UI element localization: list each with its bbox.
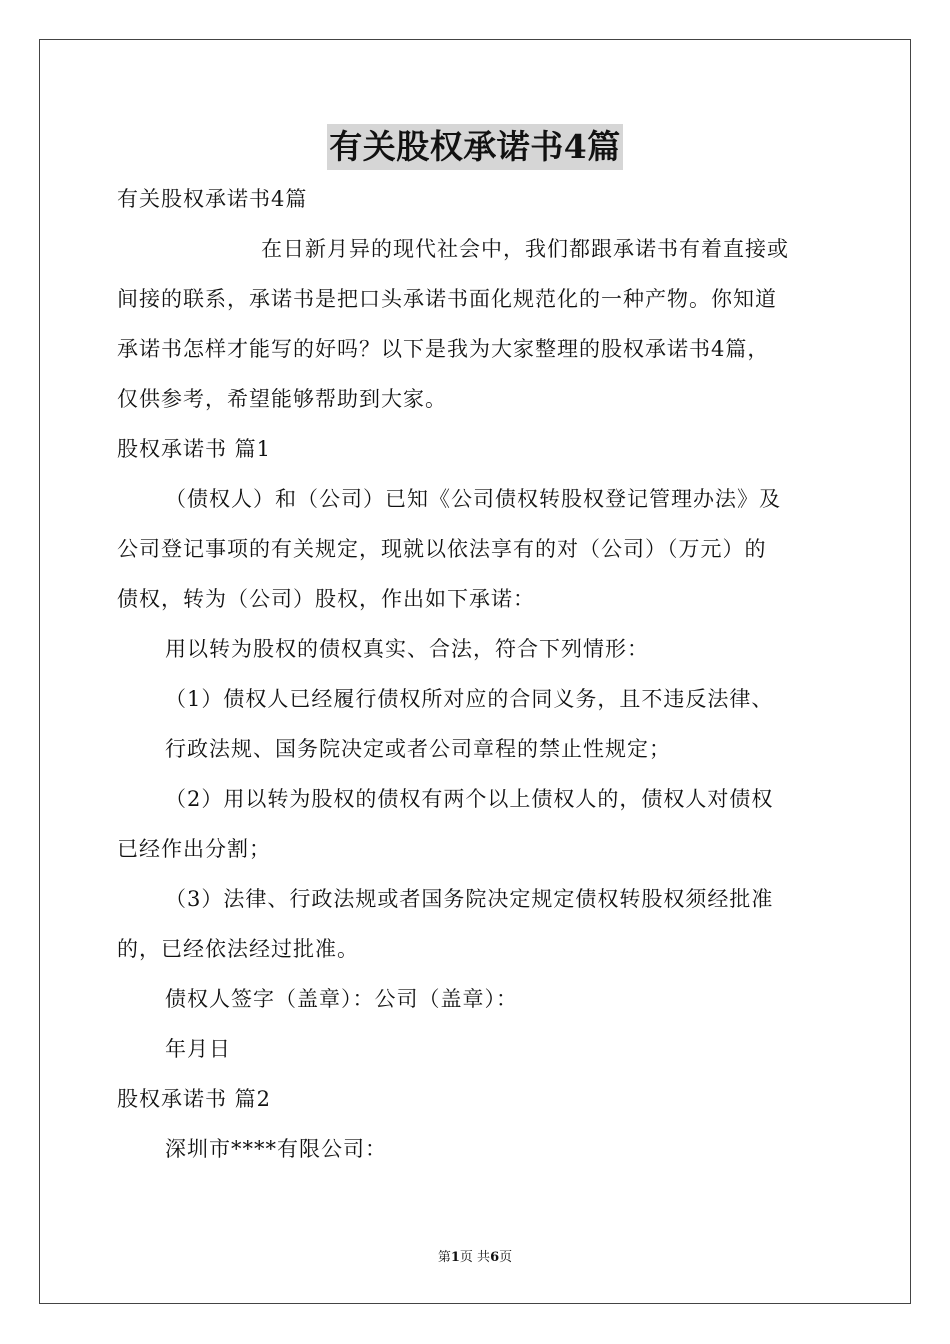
page-border — [39, 39, 911, 1304]
document-title: 有关股权承诺书4篇 — [327, 124, 622, 170]
intro-line-2: 间接的联系，承诺书是把口头承诺书面化规范化的一种产物。你知道 — [117, 287, 777, 311]
title-container — [0, 124, 950, 170]
section1-line-9: （3）法律、行政法规或者国务院决定规定债权转股权须经批准 — [165, 887, 774, 911]
section1-line-3: 债权，转为（公司）股权，作出如下承诺： — [117, 587, 535, 611]
section2-line-1: 深圳市****有限公司： — [165, 1137, 387, 1161]
section2-heading: 股权承诺书 篇2 — [117, 1087, 272, 1111]
footer-mid: 页 共 — [459, 1250, 491, 1265]
section1-line-4: 用以转为股权的债权真实、合法，符合下列情形： — [165, 637, 649, 661]
footer-suffix: 页 — [499, 1250, 513, 1265]
section1-line-10: 的，已经依法经过批准。 — [117, 937, 359, 961]
intro-line-4: 仅供参考，希望能够帮助到大家。 — [117, 387, 447, 411]
section1-line-8: 已经作出分割； — [117, 837, 271, 861]
section1-line-5: （1）债权人已经履行债权所对应的合同义务，且不违反法律、 — [165, 687, 774, 711]
page-footer — [0, 1246, 950, 1265]
section1-line-1: （债权人）和（公司）已知《公司债权转股权登记管理办法》及 — [165, 487, 781, 511]
footer-prefix: 第 — [437, 1250, 451, 1265]
subtitle: 有关股权承诺书4篇 — [117, 187, 308, 211]
signature-line: 债权人签字（盖章）：公司（盖章）： — [165, 987, 518, 1011]
section1-heading: 股权承诺书 篇1 — [117, 437, 272, 461]
footer-page-number: 1 — [450, 1250, 460, 1265]
footer-page-total: 6 — [490, 1250, 500, 1265]
section1-line-7: （2）用以转为股权的债权有两个以上债权人的，债权人对债权 — [165, 787, 774, 811]
date-line: 年月日 — [165, 1037, 231, 1061]
section1-line-2: 公司登记事项的有关规定，现就以依法享有的对（公司）（万元）的 — [117, 537, 767, 561]
intro-line-1: 在日新月异的现代社会中，我们都跟承诺书有着直接或 — [261, 237, 789, 261]
section1-line-6: 行政法规、国务院决定或者公司章程的禁止性规定； — [165, 737, 671, 761]
intro-line-3: 承诺书怎样才能写的好吗？以下是我为大家整理的股权承诺书4篇， — [117, 337, 770, 361]
